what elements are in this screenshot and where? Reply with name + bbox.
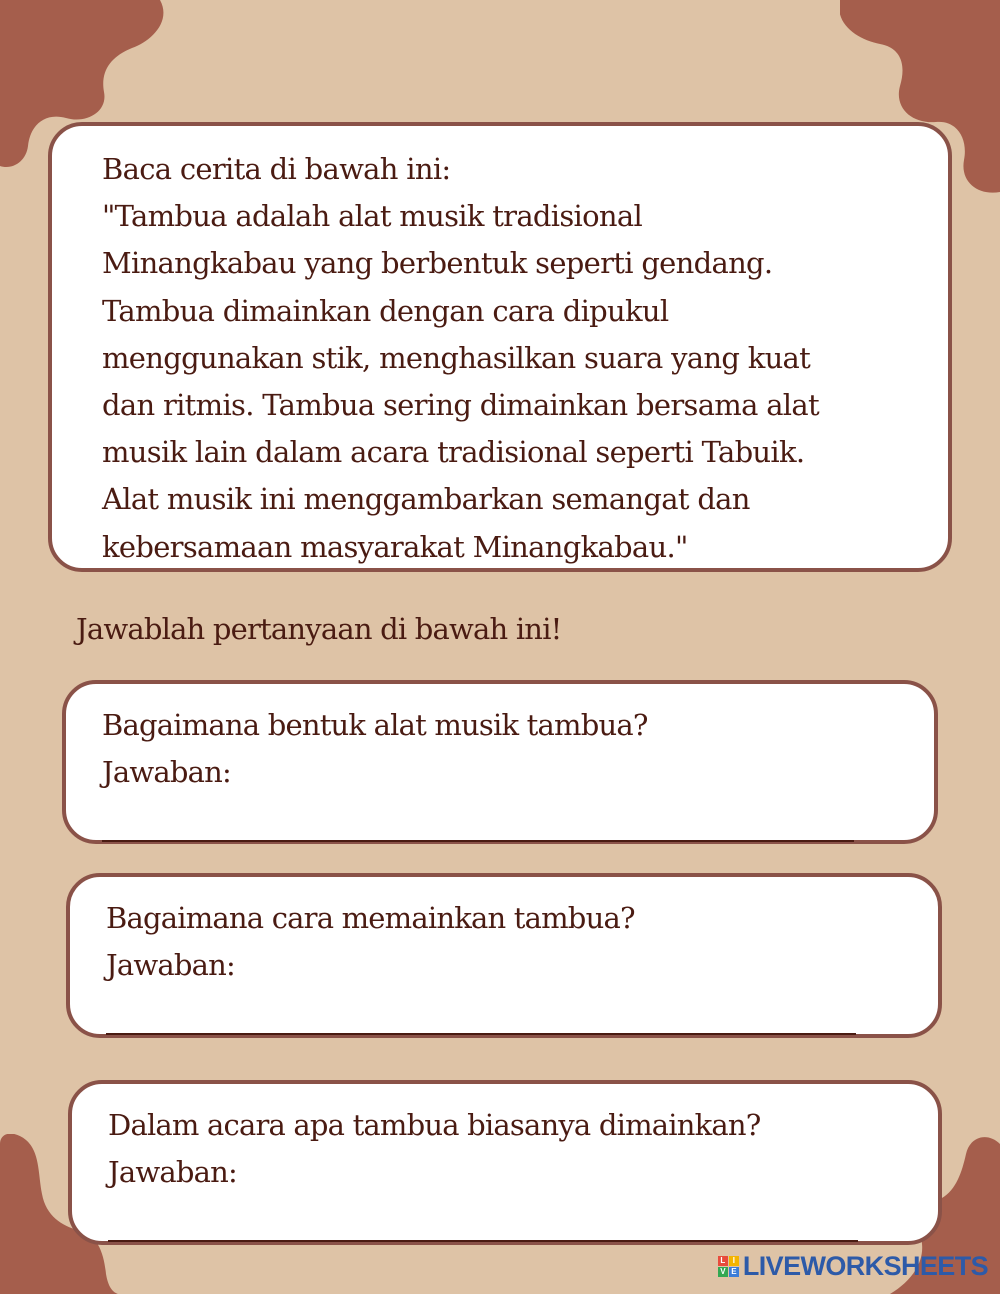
- liveworksheets-logo-icon: [718, 1256, 739, 1277]
- story-line: menggunakan stik, menghasilkan suara yang kuat: [102, 340, 811, 375]
- story-line: Alat musik ini menggambarkan semangat dan: [102, 482, 750, 517]
- answer-field-2[interactable]: [106, 999, 856, 1035]
- question-text: Bagaimana bentuk alat musik tambua?: [102, 708, 648, 742]
- logo-mark-letter: V: [718, 1267, 728, 1277]
- answer-field-3[interactable]: [108, 1206, 858, 1242]
- story-line: "Tambua adalah alat musik tradisional: [102, 199, 643, 234]
- liveworksheets-logo[interactable]: [718, 1251, 988, 1282]
- question-text: Dalam acara apa tambua biasanya dimainkan?: [108, 1108, 761, 1142]
- answer-label: Jawaban:: [102, 755, 231, 789]
- instruction-heading: Jawablah pertanyaan di bawah ini!: [76, 612, 562, 646]
- story-line: Tambua dimainkan dengan cara dipukul: [102, 293, 669, 328]
- logo-mark-letter: I: [729, 1256, 739, 1266]
- question-card-1: [62, 680, 938, 844]
- story-line: Baca cerita di bawah ini:: [102, 152, 451, 186]
- answer-field-1[interactable]: [102, 806, 854, 842]
- story-line: kebersamaan masyarakat Minangkabau.": [102, 529, 688, 564]
- question-card-2: [66, 873, 942, 1038]
- answer-label: Jawaban:: [108, 1155, 237, 1189]
- answer-label: Jawaban:: [106, 948, 235, 982]
- logo-text: LIVEWORKSHEETS: [742, 1251, 988, 1281]
- question-text: Bagaimana cara memainkan tambua?: [106, 901, 635, 935]
- story-line: dan ritmis. Tambua sering dimainkan bersama alat: [102, 388, 819, 423]
- story-card: [48, 122, 952, 572]
- logo-mark-letter: E: [729, 1267, 739, 1277]
- story-line: Minangkabau yang berbentuk seperti gendang.: [102, 246, 773, 281]
- question-card-3: [68, 1080, 942, 1245]
- story-line: musik lain dalam acara tradisional seperti Tabuik.: [102, 435, 805, 470]
- logo-mark-letter: L: [718, 1256, 728, 1266]
